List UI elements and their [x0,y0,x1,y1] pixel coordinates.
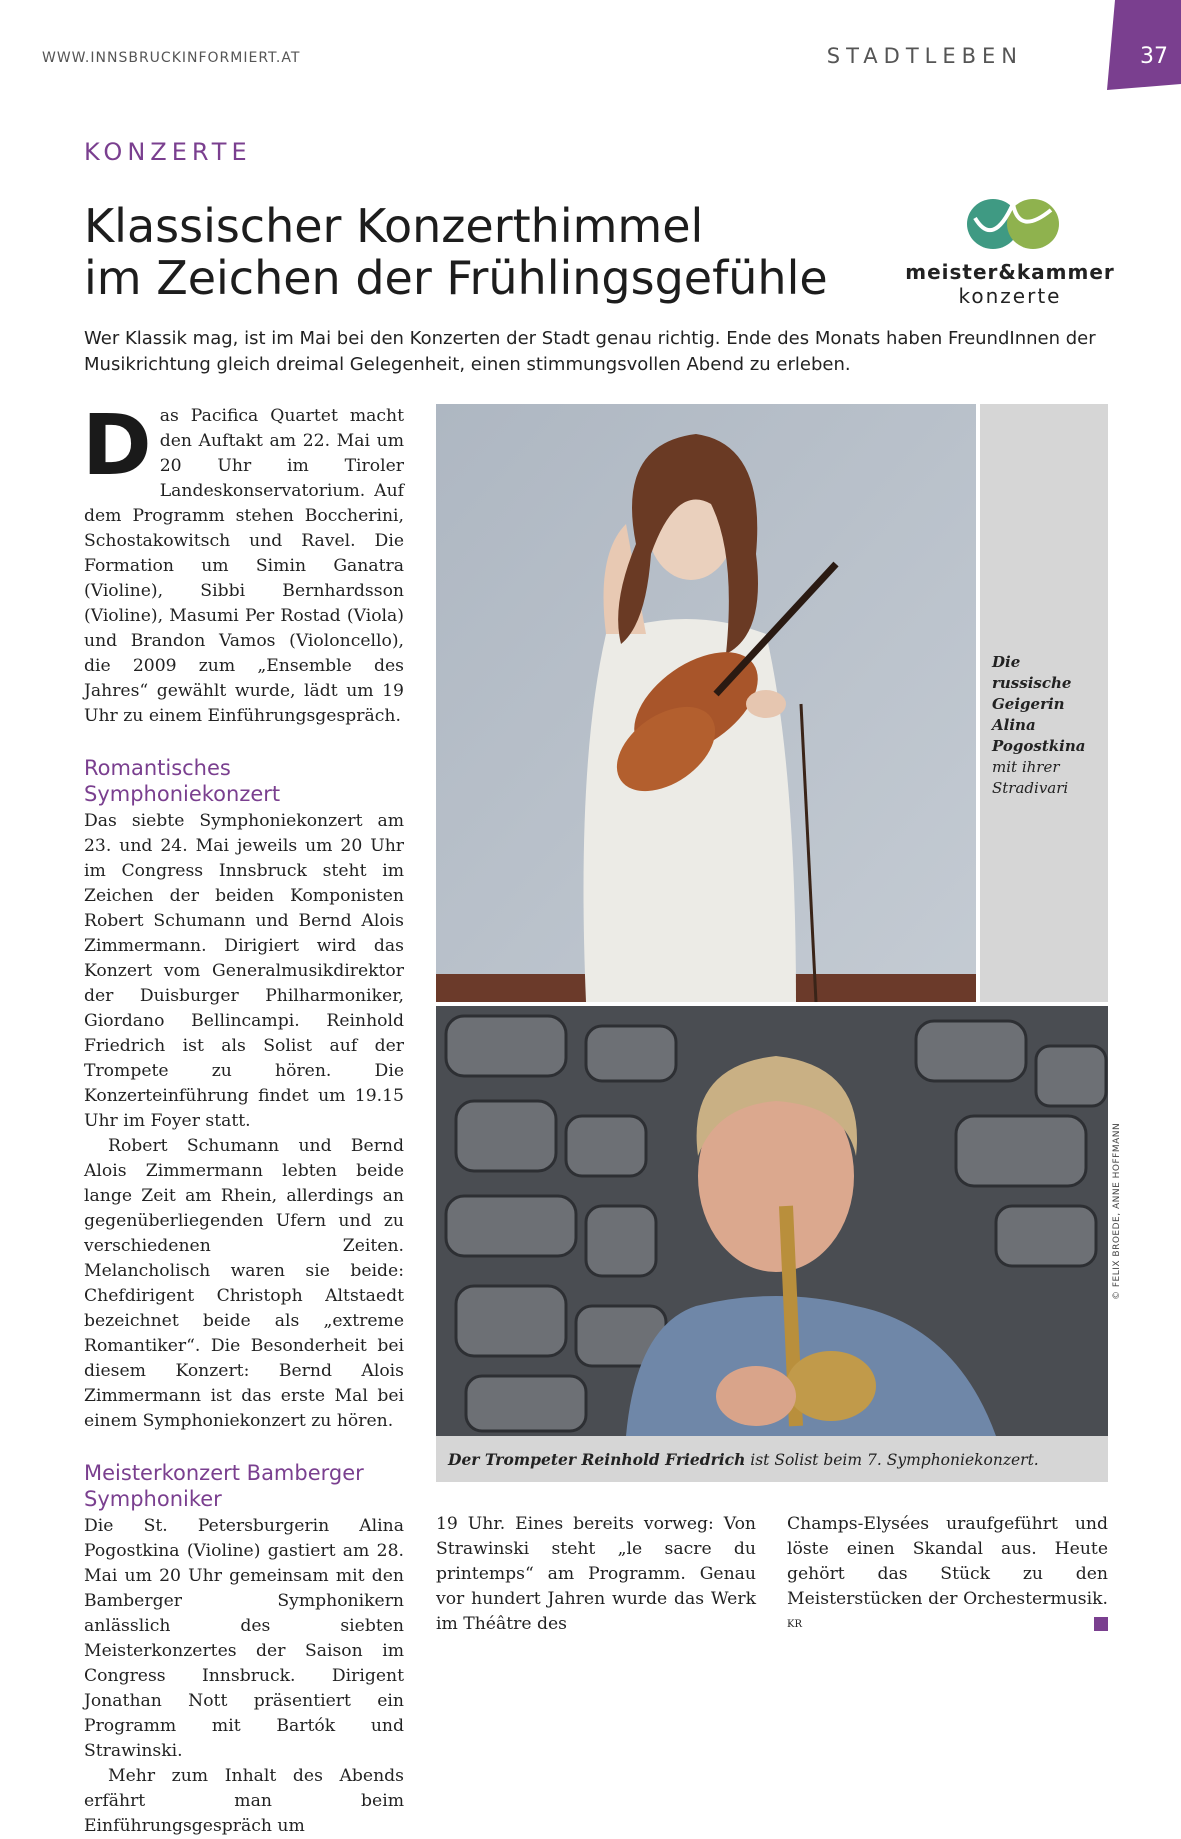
paragraph-closing [787,1512,1108,1642]
headline [84,200,828,304]
paragraph-symphoniekonzert: Das siebte Symphoniekonzert am 23. und 24. Mai jeweils um 20 Uhr im Congress Innsbruck steht im Zeichen der beiden Komponisten Robert Schumann und Bernd Alois Zimmermann. Dirigiert wird das Konzert vom Generalmusikdirektor der Duisburger Philharmoniker, Giordano Bellincampi. Reinhold Friedrich ist als Solist auf der Trompete zu hören. Die Konzerteinführung findet um 19.15 Uhr im Foyer statt. [84,811,404,1131]
article-column-3 [787,1512,1108,1642]
headline-line-1: Klassischer Konzerthimmel [84,199,704,253]
page-number: 37 [1140,44,1168,69]
paragraph-einfuehrung: Mehr zum Inhalt des Abends erfährt man beim Einführungsgespräch um [84,1766,404,1836]
photo-credit: © FELIX BROEDE, ANNE HOFFMANN [1112,1122,1122,1300]
intro-paragraph [82,396,404,729]
caption-violinist-bold: Die russische Geigerin Alina Pogostkina [992,653,1086,755]
drop-cap: D [82,396,152,494]
violinist-image [436,404,976,1002]
logo-text-line-1: meister&kammer [905,260,1115,284]
end-mark-icon [1094,1617,1108,1631]
meister-kammer-logo [900,196,1120,308]
caption-violinist [992,652,1104,799]
paragraph-schumann-zimmermann: Robert Schumann und Bernd Alois Zimmermann lebten beide lange Zeit am Rhein, allerdings an gegenüberliegenden Ufern und zu verschiedenen Zeiten. Melancholisch waren sie beide: Chefdirigent Christoph Altstaedt bezeichnet beide als „extreme Romantiker“. Die Besonderheit bei diesem Konzert: Bernd Alois Zimmermann ist das erste Mal bei einem Symphoniekonzert zu hören. [84,1136,404,1431]
caption-trumpeter-bold: Der Trompeter Reinhold Friedrich [448,1450,746,1469]
author-initials: KR [787,1619,802,1630]
caption-violinist-rest: mit ihrer Stradivari [992,758,1069,797]
headline-line-2: im Zeichen der Frühlingsgefühle [84,251,828,305]
caption-trumpeter [448,1450,1039,1469]
article-column-1 [82,396,404,1839]
logo-text-line-2: konzerte [958,284,1062,308]
website-url: WWW.INNSBRUCKINFORMIERT.AT [42,50,301,66]
logo-leaves-icon [955,196,1065,254]
page-number-tab [1101,0,1181,92]
lead-paragraph: Wer Klassik mag, ist im Mai bei den Konzerten der Stadt genau richtig. Ende des Monats haben FreundInnen der Musikrichtung gleich dreimal Gelegenheit, einen stimmungsvollen Abend zu erleben. [84,328,1096,375]
subheading-symphoniekonzert: Romantisches Symphoniekonzert [84,756,281,806]
paragraph-strawinski: 19 Uhr. Eines bereits vorweg: Von Strawinski steht „le sacre du printemps“ am Programm. Genau vor hundert Jahren wurde das Werk im Théâtre des [436,1514,756,1634]
subheading-meisterkonzert: Meisterkonzert Bamberger Symphoniker [84,1461,364,1511]
section-label: STADTLEBEN [826,44,1023,68]
kicker-label: KONZERTE [84,138,252,166]
caption-box-trumpeter [436,1436,1108,1482]
photo-violinist [436,404,976,1002]
intro-text: as Pacifica Quartet macht den Auftakt am 22. Mai um 20 Uhr im Tiroler Landeskonservatorium. Auf dem Programm stehen Boccherini, Schostakowitsch und Ravel. Die Formation um Simin Ganatra (Violine), Sibbi Bernhardsson (Violine), Masumi Per Rostad (Viola) und Brandon Vamos (Violoncello), die 2009 zum „Ensemble des Jahres“ gewählt wurde, lädt um 19 Uhr zu einem Einführungsgespräch. [84,406,404,726]
article-column-2 [436,1512,756,1637]
trumpeter-image [436,1006,1108,1436]
caption-trumpeter-rest: ist Solist beim 7. Symphoniekonzert. [745,1451,1039,1469]
paragraph-meisterkonzert: Die St. Petersburgerin Alina Pogostkina (Violine) gastiert am 28. Mai um 20 Uhr gemeinsam mit den Bamberger Symphonikern anlässlich des siebten Meisterkonzertes der Saison im Congress Innsbruck. Dirigent Jonathan Nott präsentiert ein Programm mit Bartók und Strawinski. [84,1516,404,1761]
caption-box-violinist [980,404,1108,1002]
closing-text: Champs-Elysées uraufgeführt und löste einen Skandal aus. Heute gehört das Stück zu den Meisterstücken der Orchestermusik. [787,1514,1108,1609]
photo-trumpeter [436,1006,1108,1436]
